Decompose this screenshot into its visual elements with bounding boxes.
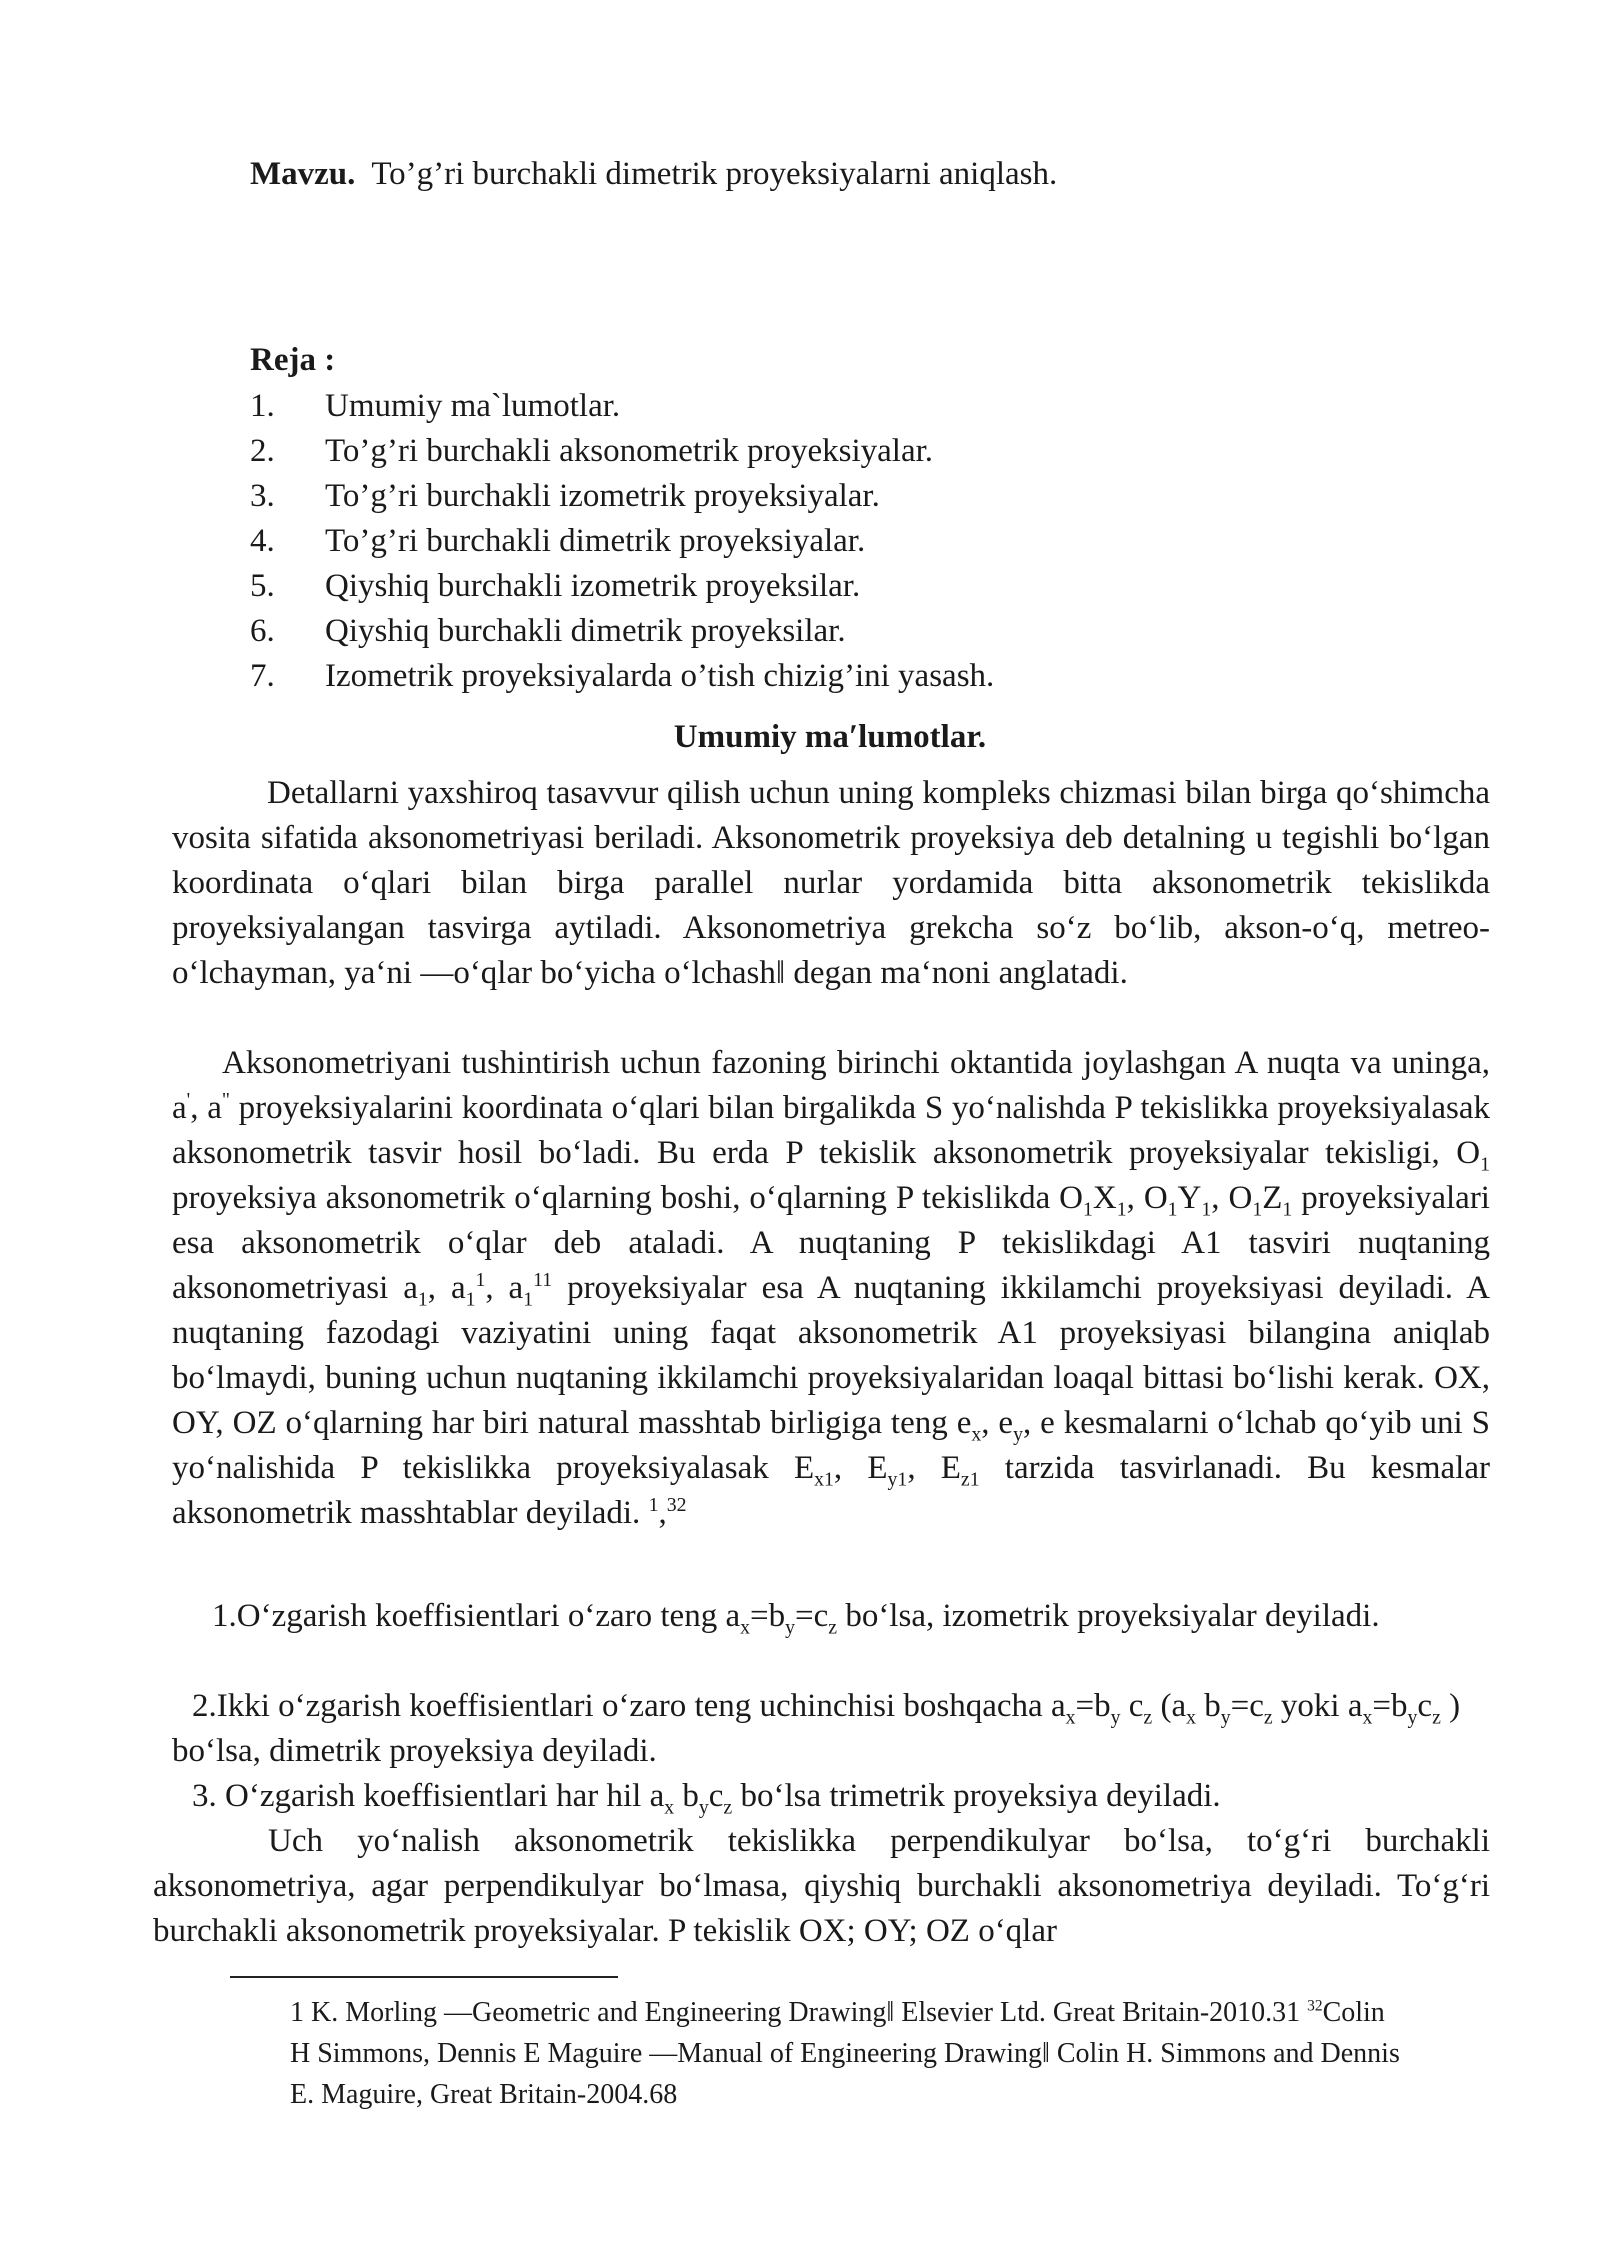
subscript: 1	[523, 1288, 534, 1311]
subscript: 1	[1252, 1198, 1263, 1221]
subscript: 1	[1282, 1198, 1293, 1221]
subscript: x	[971, 1423, 982, 1446]
text-run: bo‘lsa, izometrik proyeksiyalar deyiladi.	[837, 1598, 1380, 1634]
text-run: b	[674, 1778, 699, 1814]
plan-item	[250, 384, 994, 429]
paragraph-intro: Detallarni yaxshiroq tasavvur qilish uchun uning kompleks chizmasi bilan birga qo‘shimcha vosita sifatida aksonometriyasi beriladi. Aksonometrik proyeksiya deb detalning u tegishli bo‘lgan koordinata o‘qlari bilan birga parallel nurlar yordamida bitta aksonometrik tekislikda proyeksiyalangan tasvirga aytiladi. Aksonometriya grekcha so‘z bo‘lib, akson-o‘q, metreo-o‘lchayman, ya‘ni ―o‘qlar bo‘yicha o‘lchash‖ degan ma‘noni anglatadi.	[172, 775, 1490, 991]
text-run: proyeksiya aksonometrik o‘qlarning boshi, o‘qlarning P tekislikda O	[172, 1180, 1083, 1216]
text-run: (a	[1152, 1688, 1187, 1724]
subscript: z	[1143, 1706, 1153, 1729]
footnote-ref: 32	[666, 1494, 687, 1516]
plan-item-text: To’g’ri burchakli aksonometrik proyeksiyalar.	[325, 433, 934, 469]
text-run: , a	[427, 1270, 466, 1306]
subscript: x	[740, 1616, 750, 1639]
subscript: z	[1263, 1706, 1273, 1729]
plan-item-number: 4.	[250, 523, 275, 559]
footnote	[290, 1992, 1410, 2115]
text-run: , E	[833, 1450, 888, 1486]
topic-label: Mavzu.	[250, 156, 356, 192]
subscript: z	[828, 1616, 838, 1639]
text-run: , a	[485, 1270, 524, 1306]
plan-item-text: Izometrik proyeksiyalarda o’tish chizig’ini yasash.	[325, 658, 995, 694]
text-run: ) bo‘lsa, dimetrik proyeksiya deyiladi.	[172, 1688, 1461, 1769]
plan-item	[250, 609, 994, 654]
text-run: proyeksiyalarini koordinata o‘qlari bilan birgalikda S yo‘nalishda P tekislikka proyeksiyalasak aksonometrik tasvir hosil bo‘ladi. Bu erda P tekislik aksonometrik proyeksiyalar tekisligi, O	[172, 1090, 1490, 1171]
plan-item-text: To’g’ri burchakli dimetrik proyeksiyalar.	[325, 523, 866, 559]
footnote-text: Colin H Simmons, Dennis E Maguire ―Manual of Engineering Drawing‖ Colin H. Simmons and Dennis E. Maguire, Great Britain-2004.68	[290, 1997, 1400, 2110]
subscript: 1	[417, 1288, 428, 1311]
paragraph-isometric-definition	[172, 1594, 1490, 1639]
subscript: 1	[1167, 1198, 1178, 1221]
text-run: =c	[1230, 1688, 1264, 1724]
subscript: 1	[1480, 1153, 1490, 1176]
text-run: , O	[1126, 1180, 1168, 1216]
superscript: '	[186, 1089, 191, 1111]
plan-item-number: 2.	[250, 433, 275, 469]
superscript: "	[221, 1089, 230, 1111]
text-run: 1.O‘zgarish koeffisientlari o‘zaro teng a	[212, 1598, 741, 1634]
text-run: =b	[1372, 1688, 1408, 1724]
plan-list	[250, 384, 994, 699]
subscript: y	[1220, 1706, 1231, 1729]
text-run: b	[1195, 1688, 1221, 1724]
text-run: Z	[1262, 1180, 1283, 1216]
text-run: ,	[658, 1495, 667, 1531]
text-run: c	[1417, 1688, 1433, 1724]
subscript: z1	[960, 1468, 980, 1491]
plan-title: Reja :	[250, 342, 336, 378]
subscript: x1	[814, 1468, 834, 1491]
plan-item-text: Umumiy ma`lumotlar.	[325, 388, 621, 424]
footnote-marker: 32	[1307, 1997, 1323, 2015]
subscript: z	[1432, 1706, 1441, 1729]
text-run: c	[708, 1778, 724, 1814]
plan-item-number: 7.	[250, 658, 275, 694]
plan-item-number: 6.	[250, 613, 275, 649]
text-run: c	[1120, 1688, 1144, 1724]
text-run: =c	[795, 1598, 829, 1634]
subscript: y	[1407, 1706, 1418, 1729]
subscript: x	[1186, 1706, 1196, 1729]
topic-text: To’g’ri burchakli dimetrik proyeksiyalarni aniqlash.	[371, 156, 1058, 192]
paragraph-trimetric-definition	[172, 1774, 1490, 1819]
plan-item-text: Qiyshiq burchakli dimetrik proyeksilar.	[325, 613, 846, 649]
text-run: yoki a	[1272, 1688, 1363, 1724]
paragraph-dimetric-definition	[172, 1684, 1490, 1774]
plan-item	[250, 474, 994, 519]
section-title: Umumiy maʹlumotlar.	[673, 719, 987, 755]
subscript: x	[664, 1796, 675, 1819]
subscript: 1	[465, 1288, 476, 1311]
text-run: bo‘lsa trimetrik proyeksiya deyiladi.	[732, 1778, 1221, 1814]
subscript: y	[785, 1616, 796, 1639]
text-run: proyeksiyalar esa A nuqtaning ikkilamchi proyeksiyasi deyiladi. A nuqtaning fazodagi vaziyatini uning faqat aksonometrik A1 proyeksiyasi bilangina aniqlab bo‘lmaydi, buning uchun nuqtaning ikkilamchi proyeksiyalaridan loaqal bittasi bo‘lishi kerak. OX, OY, OZ o‘qlarning har biri natural masshtab birligiga teng e	[172, 1270, 1490, 1441]
text-run: Aksonometriyani tushintirish uchun fazoning birinchi oktantida joylashgan A nuqta va uninga, a	[172, 1045, 1490, 1126]
subscript: y	[1110, 1706, 1121, 1729]
subscript: 1	[1083, 1198, 1093, 1221]
text-run: =b	[1075, 1688, 1111, 1724]
text-run: , O	[1211, 1180, 1253, 1216]
subscript: y	[1013, 1423, 1023, 1446]
paragraph-orthogonal-oblique: Uch yo‘nalish aksonometrik tekislikka perpendikulyar bo‘lsa, to‘g‘ri burchakli aksonometriya, agar perpendikulyar bo‘lmasa, qiyshiq burchakli aksonometriya deyiladi. To‘g‘ri burchakli aksonometrik proyeksiyalar. P tekislik OX; OY; OZ o‘qlar	[153, 1823, 1490, 1949]
subscript: x	[1065, 1706, 1076, 1729]
superscript: 1	[475, 1269, 486, 1291]
text-run: , E	[907, 1450, 961, 1486]
text-run: Y	[1177, 1180, 1202, 1216]
plan-item-number: 1.	[250, 388, 275, 424]
subscript: x	[1362, 1706, 1373, 1729]
text-run: , e	[981, 1405, 1014, 1441]
subscript: y1	[887, 1468, 908, 1491]
footnote-ref: 1	[648, 1494, 659, 1516]
subscript: z	[723, 1796, 733, 1819]
plan-item-text: To’g’ri burchakli izometrik proyeksiyalar.	[325, 478, 880, 514]
plan-item	[250, 654, 994, 699]
text-run: proyeksiyalari esa aksonometrik o‘qlar deb ataladi. A nuqtaning P tekislikdagi A1 tasviri nuqtaning aksonometriyasi a	[172, 1180, 1490, 1306]
footnote-separator	[230, 1976, 618, 1978]
superscript: 11	[533, 1269, 553, 1291]
text-run: 2.Ikki o‘zgarish koeffisientlari o‘zaro teng uchinchisi boshqacha a	[192, 1688, 1066, 1724]
plan-item	[250, 564, 994, 609]
paragraph-explanation	[172, 1041, 1490, 1536]
plan-item-number: 5.	[250, 568, 275, 604]
text-run: =b	[750, 1598, 786, 1634]
text-run: , a	[190, 1090, 222, 1126]
topic-line	[250, 152, 1057, 197]
subscript: 1	[1201, 1198, 1212, 1221]
text-run: 3. O‘zgarish koeffisientlari har hil a	[192, 1778, 665, 1814]
subscript: 1	[1116, 1198, 1127, 1221]
text-run: X	[1092, 1180, 1117, 1216]
footnote-text: 1 K. Morling ―Geometric and Engineering Drawing‖ Elsevier Ltd. Great Britain-2010.31	[290, 1997, 1308, 2028]
plan-item	[250, 429, 994, 474]
text-run: tarzida tasvirlanadi. Bu kesmalar aksonometrik masshtablar deyiladi.	[172, 1450, 1490, 1531]
subscript: y	[698, 1796, 709, 1819]
plan-item	[250, 519, 994, 564]
text-run: , e kesmalarni o‘lchab qo‘yib uni S yo‘nalishida P tekislikka proyeksiyalasak E	[172, 1405, 1490, 1486]
plan-item-number: 3.	[250, 478, 275, 514]
plan-item-text: Qiyshiq burchakli izometrik proyeksilar.	[325, 568, 861, 604]
